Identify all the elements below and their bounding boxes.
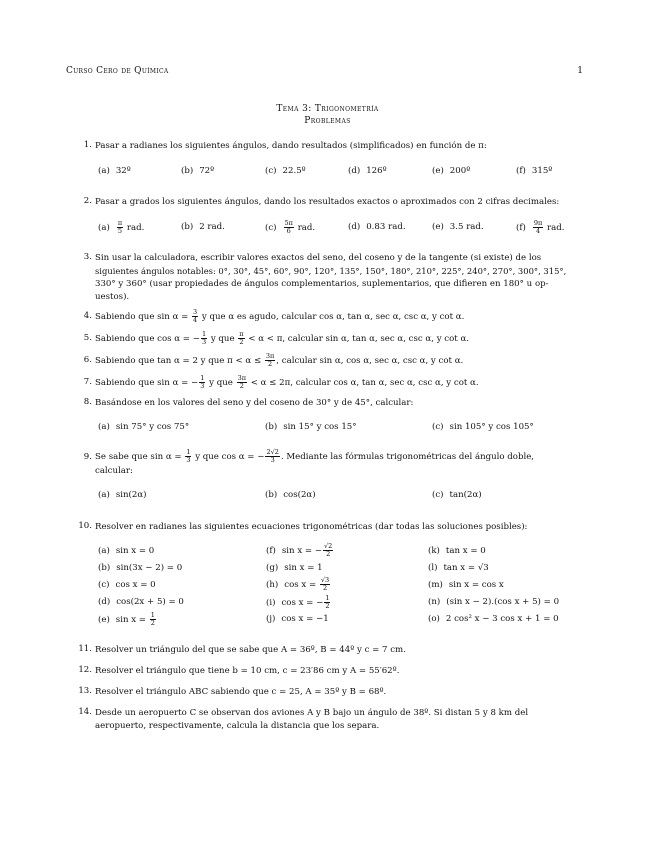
problem-3-line-4: uestos).: [95, 292, 130, 302]
topic-title: Tema 3: Trigonometría: [276, 104, 379, 114]
option-value: sin 75° y cos 75°: [115, 422, 190, 432]
problem-10-option-o: [428, 614, 559, 624]
problem-8-option-a: [98, 422, 189, 432]
problem-10-number: 10.: [78, 521, 92, 531]
fraction: [237, 375, 247, 390]
option-value: 315º: [531, 166, 553, 176]
problem-2-option-a: [98, 220, 144, 235]
problem-11-number: 11.: [78, 644, 92, 654]
option-label: (c): [432, 422, 444, 432]
numerator: 5π: [284, 219, 293, 227]
option-value: 32º: [115, 166, 131, 176]
statement-text: . Mediante las fórmulas trigonométricas del ángulo doble,: [280, 452, 535, 462]
option-value: cos(2α): [283, 490, 316, 500]
option-value: cos(2x + 5) = 0: [116, 597, 184, 607]
numerator: 2√2: [266, 448, 279, 456]
option-label: (h): [266, 580, 279, 590]
denominator: 2: [150, 619, 155, 627]
problem-1-option-e: [432, 166, 470, 176]
problem-1-option-d: [348, 166, 387, 176]
denominator: 6: [286, 227, 291, 235]
denominator: 3: [270, 456, 275, 464]
problem-7-statement: [95, 375, 479, 390]
option-label: (b): [98, 563, 111, 573]
problem-13-number: 13.: [78, 686, 92, 696]
numerator: 9π: [533, 219, 543, 227]
section-subtitle: Problemas: [304, 116, 351, 126]
option-label: (b): [265, 490, 278, 500]
statement-text: < α < π, calcular sin α, tan α, sec α, csc α, y cot α.: [248, 334, 469, 344]
problem-10-option-h: [266, 577, 331, 592]
problem-6-number: 6.: [83, 355, 92, 365]
page-number: 1: [577, 66, 583, 76]
problem-14-line-2: aeropuerto, respectivamente, calcula la distancia que los separa.: [95, 721, 380, 731]
problem-8-option-b: [265, 422, 357, 432]
option-value: rad.: [547, 223, 565, 233]
denominator: 2: [326, 550, 331, 558]
problem-10-option-b: [98, 563, 182, 573]
fraction: [265, 449, 279, 464]
problem-14-number: 14.: [78, 707, 92, 717]
option-label: (d): [98, 597, 111, 607]
numerator: 3π: [265, 352, 275, 360]
option-label: (m): [428, 580, 443, 590]
problem-11-statement: Resolver un triángulo del que se sabe que A = 36º, B = 44º y c = 7 cm.: [95, 645, 406, 655]
problem-7-number: 7.: [83, 377, 92, 387]
denominator: 4: [193, 316, 198, 324]
option-value: 2 cos² x − 3 cos x + 1 = 0: [445, 614, 559, 624]
statement-text: y que α es agudo, calcular cos α, tan α, sec α, csc α, y cot α.: [201, 312, 465, 322]
problem-2-option-d: [348, 222, 406, 232]
problem-13-statement: Resolver el triángulo ABC sabiendo que c = 25, A = 35º y B = 68º.: [95, 687, 387, 697]
fraction: [323, 543, 333, 558]
option-label: (b): [265, 422, 278, 432]
option-value: 22.5º: [282, 166, 306, 176]
option-value: cos x =: [284, 580, 317, 590]
statement-text: Sabiendo que sin α =: [95, 312, 189, 322]
problem-10-option-e: [98, 612, 157, 627]
numerator: 1: [150, 611, 155, 619]
numerator: π: [239, 330, 244, 338]
option-label: (c): [432, 490, 444, 500]
option-value: sin x = cos x: [448, 580, 504, 590]
denominator: 5: [117, 227, 123, 235]
problem-3-line-2: siguientes ángulos notables: 0°, 30°, 45°, 60°, 90°, 120°, 135°, 150°, 180°, 210°, 225°, 240°, 270°, 300°, 315°,: [95, 266, 567, 276]
numerator: 3: [193, 308, 198, 316]
problem-10-option-d: [98, 597, 184, 607]
problem-10-option-k: [428, 546, 486, 556]
option-value: rad.: [126, 223, 145, 233]
problem-9-number: 9.: [83, 452, 92, 462]
option-value: sin x =: [115, 615, 147, 625]
option-value: cos x = −: [281, 598, 324, 608]
numerator: 1: [325, 594, 330, 602]
problem-1-option-a: [98, 166, 131, 176]
option-label: (k): [428, 546, 440, 556]
option-label: (b): [181, 222, 194, 232]
problem-10-statement: Resolver en radianes las siguientes ecuaciones trigonométricas (dar todas las soluciones posibles):: [95, 522, 528, 532]
option-label: (d): [348, 166, 361, 176]
problem-3-number: 3.: [83, 252, 92, 262]
problem-3-line-1: Sin usar la calculadora, escribir valores exactos del seno, del coseno y de la tangente (si existe) de los: [95, 253, 542, 263]
problem-10-option-g: [266, 563, 323, 573]
option-label: (a): [98, 223, 110, 233]
denominator: 3: [200, 382, 205, 390]
option-value: sin 105° y cos 105°: [449, 422, 534, 432]
fraction: [201, 331, 207, 346]
problem-2-option-b: [181, 222, 225, 232]
problem-1-option-f: [516, 166, 552, 176]
option-value: cos x = 0: [115, 580, 156, 590]
option-label: (d): [348, 222, 361, 232]
problem-10-option-f: [266, 543, 334, 558]
option-value: rad.: [297, 223, 316, 233]
problem-9-option-c: [432, 490, 482, 500]
problem-9-option-a: [98, 490, 147, 500]
option-label: (a): [98, 166, 110, 176]
option-value: 2 rad.: [199, 222, 225, 232]
fraction: [533, 220, 543, 235]
option-label: (j): [266, 614, 276, 624]
problem-10-option-n: [428, 597, 559, 607]
problem-12-statement: Resolver el triángulo que tiene b = 10 cm, c = 23′86 cm y A = 55′62º.: [95, 666, 400, 676]
numerator: 1: [201, 330, 207, 338]
problem-3-line-3: 330° y 360° (usar propiedades de ángulos complementarios, suplementarios, que difieren en 180° u op-: [95, 279, 549, 289]
numerator: 3π: [237, 374, 246, 382]
problem-1-option-c: [265, 166, 306, 176]
option-label: (g): [266, 563, 279, 573]
fraction: [265, 353, 275, 368]
option-value: (sin x − 2).(cos x + 5) = 0: [446, 597, 560, 607]
denominator: 2: [239, 382, 244, 390]
problem-2-number: 2.: [83, 196, 92, 206]
option-value: 126º: [366, 166, 387, 176]
option-label: (e): [98, 615, 110, 625]
problem-1-statement: Pasar a radianes los siguientes ángulos, dando resultados (simplificados) en función de π:: [95, 141, 487, 151]
problem-8-option-c: [432, 422, 534, 432]
fraction: [150, 612, 156, 627]
problem-10-option-l: [428, 563, 489, 573]
option-label: (c): [265, 166, 277, 176]
option-value: sin(3x − 2) = 0: [116, 563, 183, 573]
fraction: [117, 220, 123, 235]
option-value: tan x = √3: [443, 563, 489, 573]
option-value: 0.83 rad.: [366, 222, 406, 232]
problem-6-statement: [95, 353, 463, 368]
problem-10-option-j: [266, 614, 329, 624]
running-header-course: Curso Cero de Química: [66, 66, 169, 76]
fraction: [199, 375, 205, 390]
option-value: tan x = 0: [445, 546, 486, 556]
problem-2-option-c: [265, 220, 315, 235]
option-label: (e): [432, 166, 444, 176]
problem-8-statement: Basándose en los valores del seno y del coseno de 30° y de 45°, calcular:: [95, 398, 414, 408]
denominator: 2: [322, 584, 328, 592]
problem-9-line-2: calcular:: [95, 466, 133, 476]
option-value: 3.5 rad.: [449, 222, 484, 232]
problem-5-statement: [95, 331, 469, 346]
statement-text: Sabiendo que sin α = −: [95, 378, 199, 388]
option-value: sin(2α): [115, 490, 147, 500]
problem-10-option-m: [428, 580, 504, 590]
statement-text: , calcular sin α, cos α, sec α, csc α, y cot α.: [276, 356, 464, 366]
option-value: 72º: [199, 166, 215, 176]
fraction: [238, 331, 244, 346]
statement-text: y que: [209, 378, 233, 388]
option-label: (a): [98, 422, 110, 432]
problem-4-number: 4.: [83, 311, 92, 321]
problem-1-option-b: [181, 166, 214, 176]
numerator: 1: [186, 448, 191, 456]
numerator: 1: [200, 374, 205, 382]
statement-text: y que cos α = −: [195, 452, 265, 462]
numerator: √2: [324, 542, 333, 550]
problem-9-option-b: [265, 490, 316, 500]
problem-8-number: 8.: [83, 397, 92, 407]
option-label: (o): [428, 614, 440, 624]
problem-10-option-i: [266, 595, 331, 610]
numerator: √3: [320, 576, 330, 584]
fraction: [185, 449, 191, 464]
problem-9-statement: [95, 449, 534, 464]
statement-text: Sabiendo que tan α = 2 y que π < α ≤: [95, 356, 262, 366]
option-label: (e): [432, 222, 444, 232]
option-label: (n): [428, 597, 441, 607]
problem-1-number: 1.: [83, 140, 92, 150]
problem-2-option-e: [432, 222, 484, 232]
denominator: 4: [536, 227, 541, 235]
numerator: π: [117, 219, 123, 227]
option-value: sin x = 0: [115, 546, 155, 556]
option-label: (i): [266, 598, 276, 608]
statement-text: Sabiendo que cos α = −: [95, 334, 200, 344]
option-value: sin x = 1: [284, 563, 323, 573]
problem-10-option-a: [98, 546, 154, 556]
denominator: 2: [325, 602, 330, 610]
option-value: cos x = −1: [281, 614, 329, 624]
option-value: sin x = −: [281, 546, 323, 556]
problem-2-option-f: [516, 220, 565, 235]
problem-5-number: 5.: [83, 333, 92, 343]
statement-text: y que: [210, 334, 235, 344]
problem-10-option-c: [98, 580, 156, 590]
option-value: 200º: [449, 166, 471, 176]
problem-4-statement: [95, 309, 464, 324]
denominator: 3: [201, 338, 207, 346]
option-label: (f): [516, 223, 526, 233]
option-label: (f): [516, 166, 526, 176]
option-label: (f): [266, 546, 276, 556]
denominator: 2: [239, 338, 244, 346]
option-label: (a): [98, 490, 110, 500]
option-value: sin 15° y cos 15°: [283, 422, 357, 432]
fraction: [192, 309, 198, 324]
option-label: (a): [98, 546, 110, 556]
denominator: 3: [186, 456, 191, 464]
fraction: [284, 220, 294, 235]
statement-text: Se sabe que sin α =: [95, 452, 182, 462]
fraction: [324, 595, 330, 610]
problem-14-line-1: Desde un aeropuerto C se observan dos aviones A y B bajo un ángulo de 38º. Si distan 5 y 8 km del: [95, 708, 529, 718]
option-label: (c): [265, 223, 277, 233]
problem-12-number: 12.: [78, 665, 92, 675]
option-label: (l): [428, 563, 438, 573]
fraction: [320, 577, 330, 592]
problem-2-statement: Pasar a grados los siguientes ángulos, dando los resultados exactos o aproximados con 2 cifras decimales:: [95, 197, 560, 207]
denominator: 2: [268, 360, 273, 368]
option-label: (b): [181, 166, 194, 176]
option-value: tan(2α): [449, 490, 482, 500]
statement-text: < α ≤ 2π, calcular cos α, tan α, sec α, csc α, y cot α.: [250, 378, 479, 388]
option-label: (c): [98, 580, 110, 590]
